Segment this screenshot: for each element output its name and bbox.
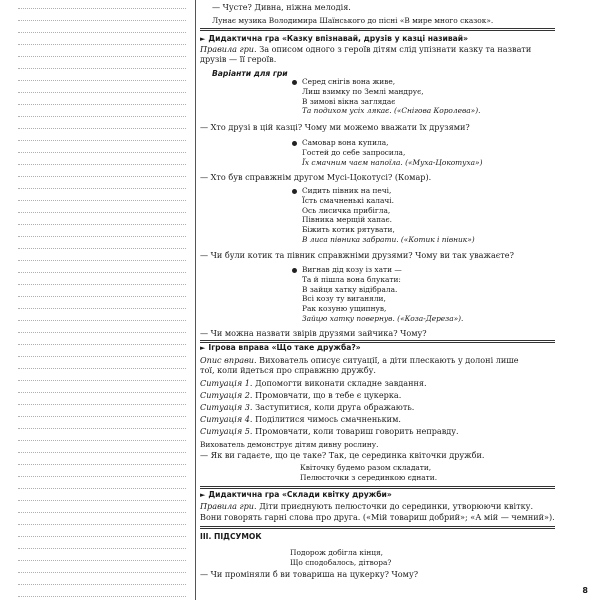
page-number: 8 <box>582 586 588 595</box>
poem-block: Квіточку будемо разом складати, Пелюсточки з серединкою єднати. <box>300 463 438 482</box>
note-line <box>18 308 186 309</box>
note-line <box>18 92 186 93</box>
note-line <box>18 68 186 69</box>
note-line <box>18 536 186 537</box>
bullet-icon <box>292 189 297 194</box>
note-line <box>18 548 186 549</box>
variants-heading: Варіанти для гри <box>212 69 288 78</box>
note-line <box>18 560 186 561</box>
note-line <box>18 284 186 285</box>
question-line: — Чи проміняли б ви товариша на цукерку? Чому? <box>200 569 419 579</box>
situation-line: Ситуація 3. Заступитися, коли друга ображають. <box>200 402 415 412</box>
note-line <box>18 104 186 105</box>
note-line <box>18 596 186 597</box>
note-line <box>18 368 186 369</box>
poem-block: Подорож добігла кінця, Що сподобалось, дітвора? <box>290 548 392 567</box>
note-line <box>18 476 186 477</box>
note-line <box>18 404 186 405</box>
note-line <box>18 392 186 393</box>
note-line <box>18 332 186 333</box>
text-line: Лунає музика Володимира Шаїнського до пісні «В мире много сказок». <box>212 16 494 25</box>
note-line <box>18 236 186 237</box>
note-line <box>18 212 186 213</box>
note-line <box>18 524 186 525</box>
note-line <box>18 176 186 177</box>
note-line <box>18 488 186 489</box>
note-line <box>18 200 186 201</box>
note-line <box>18 440 186 441</box>
note-line <box>18 8 186 9</box>
note-line <box>18 356 186 357</box>
note-line <box>18 44 186 45</box>
question-line: — Хто друзі в цій казці? Чому ми можемо вважати їх друзями? <box>200 122 470 132</box>
margin-divider <box>195 0 196 600</box>
situation-line: Ситуація 2. Промовчати, що в тебе є цукерка. <box>200 390 402 400</box>
rules-line: Опис вправи. Вихователь описує ситуації, а діти плескають у долоні лише <box>200 355 519 365</box>
note-line <box>18 164 186 165</box>
note-line <box>18 56 186 57</box>
game-heading: ► Дидактична гра «Склади квітку дружби» <box>200 490 392 499</box>
note-line <box>18 152 186 153</box>
bullet-icon <box>292 80 297 85</box>
poem-block: Самовар вона купила, Гостей до себе запросила, Їх смачним чаєм напоїла. («Муха-Цокотуха») <box>292 138 482 167</box>
rules-line: друзів — її героїв. <box>200 54 277 64</box>
note-line <box>18 20 186 21</box>
section-heading: III. ПІДСУМОК <box>200 532 262 541</box>
game-heading: ► Ігрова вправа «Що таке дружба?» <box>200 343 361 352</box>
note-line <box>18 116 186 117</box>
note-line <box>18 128 186 129</box>
note-line <box>18 80 186 81</box>
section-divider <box>200 526 555 529</box>
question-line: — Чи були котик та півник справжніми друзями? Чому ви так уважаєте? <box>200 250 514 260</box>
note-line <box>18 452 186 453</box>
question-line: — Чи можна назвати звірів друзями зайчика? Чому? <box>200 328 427 338</box>
question-line: — Хто був справжнім другом Мусі-Цокотусі? (Комар). <box>200 172 432 182</box>
note-line <box>18 248 186 249</box>
note-line <box>18 464 186 465</box>
question-line: — Як ви гадаєте, що це таке? Так, це серединка квіточки дружби. <box>200 450 485 460</box>
note-line <box>18 188 186 189</box>
text-line: Вихователь демонструє дітям дивну рослину. <box>200 440 379 449</box>
section-divider <box>200 486 555 489</box>
rules-line: тої, коли йдеться про справжню дружбу. <box>200 365 376 375</box>
note-line <box>18 416 186 417</box>
page-content <box>200 0 590 600</box>
note-line <box>18 260 186 261</box>
bullet-icon <box>292 141 297 146</box>
section-divider <box>200 28 555 31</box>
note-line <box>18 272 186 273</box>
note-line <box>18 500 186 501</box>
situation-line: Ситуація 5. Промовчати, коли товариш говорить неправду. <box>200 426 459 436</box>
note-line <box>18 380 186 381</box>
poem-block: Серед снігів вона живе, Лиш взимку по Землі мандрує, В зимові вікна заглядає Та подихом усіх лякає. («Снігова Королева»). <box>292 77 480 116</box>
note-line <box>18 584 186 585</box>
note-line <box>18 296 186 297</box>
note-line <box>18 32 186 33</box>
note-line <box>18 428 186 429</box>
note-line <box>18 512 186 513</box>
note-line <box>18 344 186 345</box>
poem-block: Сидить півник на печі, Їсть смачненькі калачі. Ось лисичка прибігла, Півника мерщій хапає. Біжить котик рятувати, В лиса півника забрати. («Котик і півник») <box>292 186 475 245</box>
situation-line: Ситуація 4. Поділитися чимось смачненьким. <box>200 414 401 424</box>
note-line <box>18 320 186 321</box>
rules-line: Правила гри. Діти приєднують пелюсточки до серединки, утворюючи квітку. <box>200 501 534 511</box>
note-line <box>18 140 186 141</box>
situation-line: Ситуація 1. Допомогти виконати складне завдання. <box>200 378 427 388</box>
notes-margin <box>0 0 192 600</box>
text-line: — Чусте? Дивна, ніжна мелодія. <box>212 2 351 12</box>
game-heading: ► Дидактична гра «Казку впізнавай, друзів у казці називай» <box>200 34 469 43</box>
note-line <box>18 224 186 225</box>
rules-line: Вони говорять гарні слова про друга. («Мій товариш добрий»; «А мій — чемний»). <box>200 512 555 522</box>
note-line <box>18 572 186 573</box>
rules-line: Правила гри. За описом одного з героїв дітям слід упізнати казку та назвати <box>200 44 532 54</box>
poem-block: Вигнав дід козу із хати — Та й пішла вона блукати: В зайця хатку відібрала. Всі козу ту виганяли, Рак козуню ущипнув, Зайцю хатку повернув. («Коза-Дереза»). <box>292 265 463 324</box>
bullet-icon <box>292 268 297 273</box>
